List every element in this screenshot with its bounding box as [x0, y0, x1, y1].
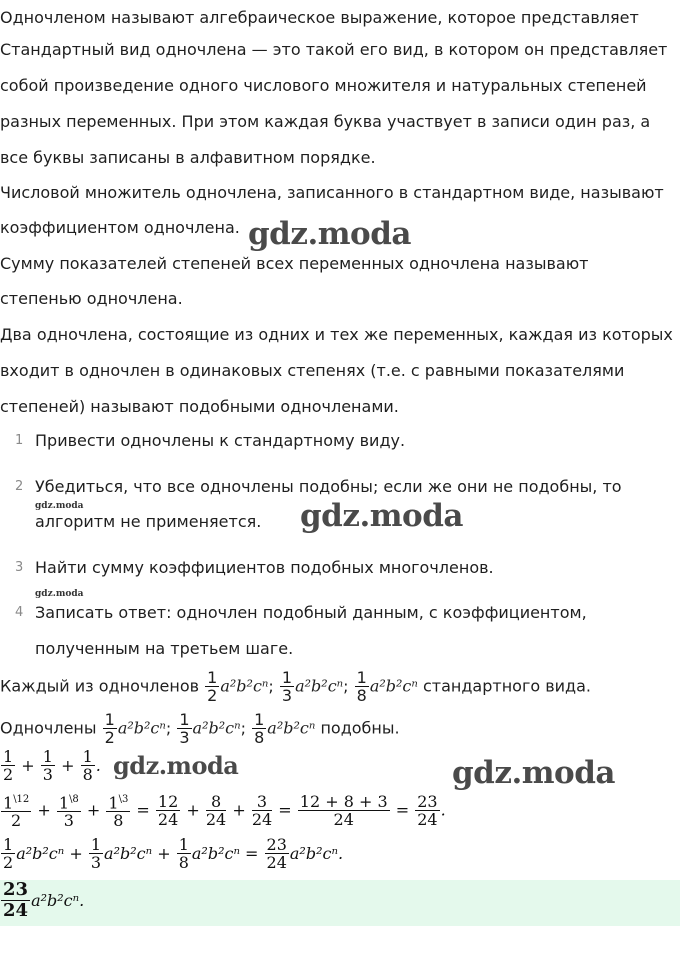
- theory-line: Два одночлена, состоящие из одних и тех же переменных, каждая из которых: [0, 325, 673, 344]
- step-text: Найти сумму коэффициентов подобных многочленов.: [35, 558, 494, 577]
- fraction: $\frac{1}{2}$: [104, 710, 115, 747]
- fraction: $\frac{1}{3}$: [179, 710, 190, 747]
- fraction: $\frac{1}{2}$: [207, 668, 218, 705]
- solution-text: Одночлены: [0, 718, 97, 738]
- step-number: 2: [15, 479, 24, 494]
- fraction: $\frac{1}{3}$: [281, 668, 293, 705]
- answer: $\frac{23}{24}$ a²b²cⁿ.: [3, 879, 85, 921]
- watermark: gdz.moda: [248, 216, 411, 252]
- theory-line: все буквы записаны в алфавитном порядке.: [0, 148, 376, 167]
- solution-text: стандартного вида.: [422, 676, 592, 696]
- monomial-sum: $\frac{1}{2}$ a²b²cⁿ + $\frac{1}{3}$ a²b²cⁿ + $\frac{1}{8}$ a²b²cⁿ = $\frac{23}{24}$ a²b²cⁿ.: [3, 835, 344, 872]
- watermark-small: gdz.moda: [35, 589, 84, 599]
- step-text: Записать ответ: одночлен подобный данным, с коэффициентом,: [35, 603, 587, 622]
- step-text: Убедиться, что все одночлены подобны; если же они не подобны, то: [35, 477, 622, 496]
- step-text: полученным на третьем шаге.: [35, 639, 294, 658]
- fraction: $\frac{1}{8}$: [254, 710, 265, 747]
- solution-text: подобны.: [320, 718, 400, 738]
- theory-line: собой произведение одного числового множителя и натуральных степеней: [0, 76, 647, 95]
- watermark: gdz.moda: [452, 755, 615, 791]
- theory-line: степенью одночлена.: [0, 289, 183, 308]
- step-number: 3: [15, 560, 24, 575]
- theory-line: Сумму показателей степеней всех переменных одночлена называют: [0, 254, 589, 273]
- theory-line: степеней) называют подобными одночленами.: [0, 397, 399, 416]
- coef-sum: $\frac{1}{2}$ + $\frac{1}{3}$ + $\frac{1}{8}$ .: [3, 747, 101, 784]
- theory-line: Числовой множитель одночлена, записанного в стандартном виде, называют: [0, 183, 664, 202]
- theory-line: коэффициентом одночлена.: [0, 218, 240, 237]
- solution-text: Каждый из одночленов: [0, 676, 200, 696]
- watermark: gdz.moda: [300, 498, 463, 534]
- answer-block: [0, 880, 680, 926]
- theory-line: входит в одночлен в одинаковых степенях (т.е. с равными показателями: [0, 361, 625, 380]
- step-number: 4: [15, 605, 24, 620]
- watermark: gdz.moda: [113, 751, 239, 780]
- solution-line-2: Одночлены $\frac{1}{2}$ a²b²cⁿ; $\frac{1}{3}$ a²b²cⁿ; $\frac{1}{8}$ a²b²cⁿ подобны.: [0, 710, 400, 747]
- solution-line-1: Каждый из одночленов $\frac{1}{2}$ a²b²cⁿ; $\frac{1}{3}$ a²b²cⁿ; $\frac{1}{8}$ a²b²cⁿ стандартного вида.: [0, 668, 592, 705]
- watermark-small: gdz.moda: [35, 501, 84, 511]
- theory-line: разных переменных. При этом каждая буква участвует в записи один раз, а: [0, 112, 651, 131]
- fraction: $\frac{1}{8}$: [356, 668, 367, 705]
- theory-line: Стандартный вид одночлена — это такой его вид, в котором он представляет: [0, 40, 668, 59]
- theory-line: Одночленом называют алгебраическое выражение, которое представляет: [0, 8, 639, 27]
- step-text: Привести одночлены к стандартному виду.: [35, 431, 406, 450]
- step-text: алгоритм не применяется.: [35, 512, 262, 531]
- step-number: 1: [15, 433, 24, 448]
- common-denominator: $\frac{1^{\backslash 12}}{2}$ + $\frac{1^{\backslash 8}}{3}$ + $\frac{1^{\backslash 3}}{8}$ = $\frac{12}{24}$ + $\frac{8}{24}$ + $\frac{3}{24}$ = $\frac{12 + 8 + 3}{24}$ = $\frac{23}{24}$ .: [3, 791, 446, 831]
